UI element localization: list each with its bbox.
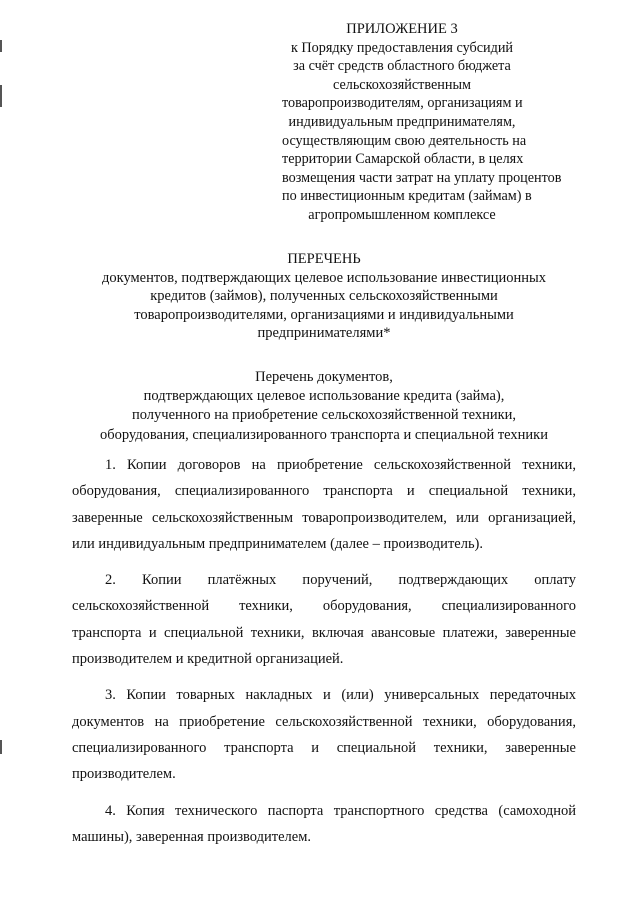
list-item-line: машины), заверенная производителем. — [72, 828, 312, 845]
scan-edge-mark — [0, 740, 2, 754]
list-item — [72, 567, 576, 672]
list-item-line: 4. Копия технического паспорта транспортного средства (самоходной — [105, 802, 576, 819]
list-item — [72, 682, 576, 787]
appendix-line: индивидуальным предпринимателям, — [288, 113, 516, 130]
appendix-line: к Порядку предоставления субсидий — [290, 39, 514, 56]
list-subtitle-line: документов, подтверждающих целевое использование инвестиционных — [101, 269, 547, 286]
document-list — [72, 452, 576, 860]
list-item-line: документов на приобретение сельскохозяйственной техники, оборудования, — [72, 713, 576, 730]
list-item-line: оборудования, специализированного транспорта и специальной техники, — [72, 483, 576, 500]
list-header — [70, 250, 578, 343]
section-header-line: оборудования, специализированного транспорта и специальной техники — [100, 426, 548, 443]
list-item-line: 2. Копии платёжных поручений, подтверждающих оплату — [105, 572, 576, 589]
appendix-line: осуществляющим свою деятельность на — [282, 132, 527, 149]
list-subtitle-line: предпринимателями* — [257, 325, 391, 342]
appendix-line: за счёт средств областного бюджета — [293, 58, 511, 75]
appendix-line: товаропроизводителям, организациям и — [282, 95, 523, 112]
appendix-line: по инвестиционным кредитам (займам) в — [282, 188, 532, 205]
list-item-line: производителем. — [72, 766, 176, 783]
list-item-line: 1. Копии договоров на приобретение сельскохозяйственной техники, — [105, 457, 576, 473]
list-item-line: сельскохозяйственной техники, оборудования, специализированного — [72, 598, 576, 615]
section-header-line: Перечень документов, — [255, 369, 393, 385]
appendix-line: сельскохозяйственным — [332, 76, 471, 93]
list-item — [72, 452, 576, 557]
list-item — [72, 798, 576, 851]
scan-edge-mark — [0, 85, 2, 107]
appendix-line: территории Самарской области, в целях — [282, 151, 524, 168]
list-item-line: производителем и кредитной организацией. — [72, 651, 344, 668]
list-item-line: заверенные сельскохозяйственным товаропроизводителем, или организацией, — [72, 509, 576, 526]
section-header-line: подтверждающих целевое использование кредита (займа), — [143, 388, 505, 405]
list-title: ПЕРЕЧЕНЬ — [287, 251, 361, 267]
list-subtitle-line: кредитов (займов), полученных сельскохозяйственными — [150, 288, 498, 305]
list-item-line: 3. Копии товарных накладных и (или) универсальных передаточных — [105, 687, 576, 704]
scan-edge-mark — [0, 40, 2, 52]
appendix-line: агропромышленном комплексе — [308, 206, 496, 223]
list-item-line: транспорта и специальной техники, включая авансовые платежи, заверенные — [72, 624, 576, 641]
appendix-line: возмещения части затрат на уплату процентов — [282, 169, 562, 186]
appendix-title: ПРИЛОЖЕНИЕ 3 — [346, 21, 458, 37]
list-item-line: или индивидуальным предпринимателем (далее – производитель). — [72, 535, 484, 552]
list-item-line: специализированного транспорта и специальной техники, заверенные — [72, 739, 576, 756]
list-subtitle-line: товаропроизводителями, организациями и индивидуальными — [134, 306, 514, 323]
appendix-block — [282, 20, 562, 225]
section-header — [70, 368, 578, 445]
section-header-line: полученного на приобретение сельскохозяйственной техники, — [131, 407, 517, 424]
